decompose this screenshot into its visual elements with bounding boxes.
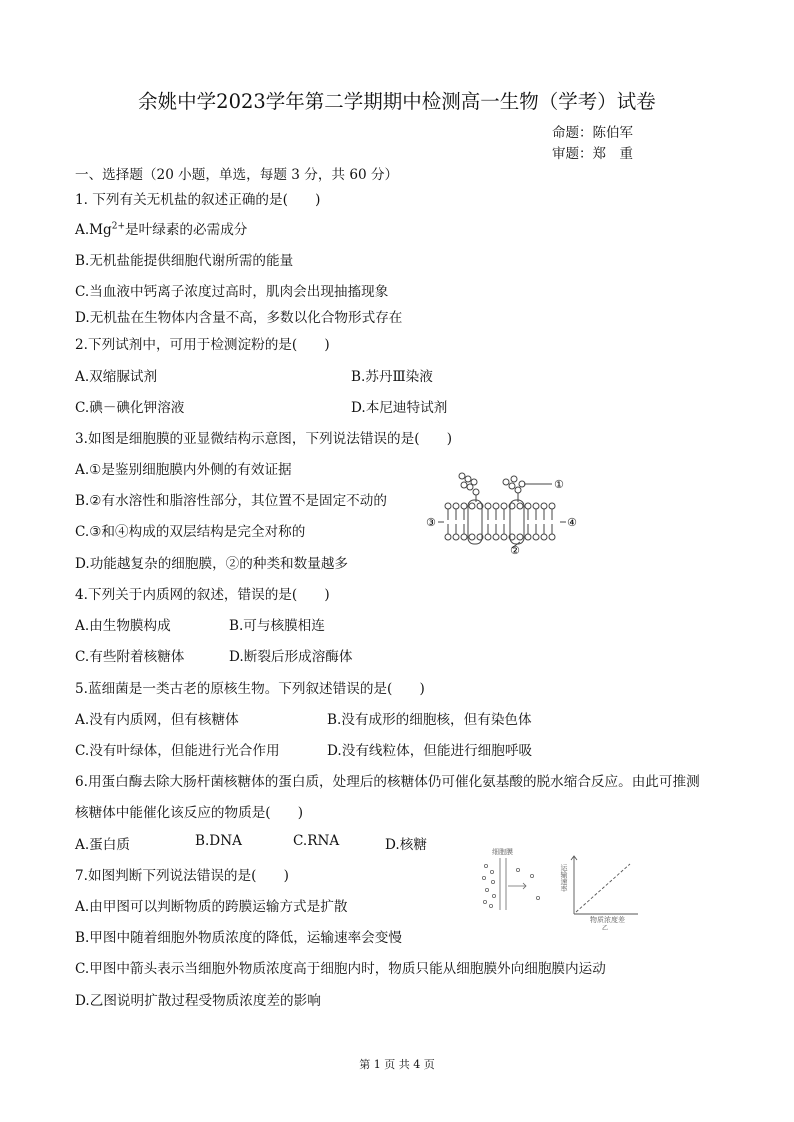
q2-option-b: B.苏丹Ⅲ染液 bbox=[351, 369, 433, 385]
q1-option-c: C.当血液中钙离子浓度过高时，肌肉会出现抽搐现象 bbox=[75, 284, 389, 300]
section-heading: 一、选择题（20 小题，单选，每题 3 分，共 60 分） bbox=[75, 167, 399, 183]
page-footer: 第 1 页 共 4 页 bbox=[359, 1058, 435, 1071]
membrane-label-3: ③ bbox=[426, 516, 436, 529]
q6-option-b: B.DNA bbox=[195, 833, 242, 849]
page-title: 余姚中学2023学年第二学期期中检测高一生物（学考）试卷 bbox=[138, 90, 656, 113]
q5-option-b: B.没有成形的细胞核，但有染色体 bbox=[327, 712, 532, 728]
cell-membrane-diagram bbox=[424, 470, 584, 556]
q1-a-rest: 是叶绿素的必需成分 bbox=[125, 222, 248, 238]
q1-a-prefix: A.Mg bbox=[75, 222, 112, 238]
q7-option-d: D.乙图说明扩散过程受物质浓度差的影响 bbox=[75, 993, 321, 1009]
q3-option-b: B.②有水溶性和脂溶性部分，其位置不是固定不动的 bbox=[75, 493, 387, 509]
membrane-label-4: ④ bbox=[567, 516, 577, 529]
q4-option-a: A.由生物膜构成 bbox=[75, 618, 171, 634]
membrane-label-2: ② bbox=[510, 544, 520, 556]
q4-stem: 4.下列关于内质网的叙述，错误的是( ) bbox=[75, 587, 330, 603]
q3-option-d: D.功能越复杂的细胞膜，②的种类和数量越多 bbox=[75, 556, 349, 572]
q4-option-c: C.有些附着核糖体 bbox=[75, 649, 185, 665]
q7-option-c: C.甲图中箭头表示当细胞外物质浓度高于细胞内时，物质只能从细胞膜外向细胞膜内运动 bbox=[75, 961, 606, 977]
q6-option-a: A.蛋白质 bbox=[75, 837, 130, 853]
q5-option-a: A.没有内质网，但有核糖体 bbox=[75, 712, 239, 728]
q4-option-d: D.断裂后形成溶酶体 bbox=[229, 649, 353, 665]
graph-b-y-label: 运输速率 bbox=[560, 864, 568, 892]
q3-option-c: C.③和④构成的双层结构是完全对称的 bbox=[75, 524, 306, 540]
q1-option-d: D.无机盐在生物体内含量不高，多数以化合物形式存在 bbox=[75, 310, 403, 326]
graph-b-caption: 乙 bbox=[602, 925, 609, 932]
q1-option-b: B.无机盐能提供细胞代谢所需的能量 bbox=[75, 253, 294, 269]
q6-option-c: C.RNA bbox=[293, 833, 340, 849]
q6-option-d: D.核糖 bbox=[385, 837, 427, 853]
membrane-label-1: ① bbox=[554, 478, 564, 491]
q3-stem: 3.如图是细胞膜的亚显微结构示意图，下列说法错误的是( ) bbox=[75, 431, 453, 447]
q7-stem: 7.如图判断下列说法错误的是( ) bbox=[75, 868, 289, 884]
q2-option-a: A.双缩脲试剂 bbox=[75, 369, 158, 385]
reviewer-line: 审题：郑 重 bbox=[552, 146, 633, 162]
q1-option-a bbox=[75, 218, 247, 238]
q2-option-c: C.碘－碘化钾溶液 bbox=[75, 400, 185, 416]
graph-b-x-label: 物质浓度差 bbox=[590, 916, 625, 924]
q7-option-a: A.由甲图可以判断物质的跨膜运输方式是扩散 bbox=[75, 899, 348, 915]
q5-option-d: D.没有线粒体，但能进行细胞呼吸 bbox=[327, 743, 533, 759]
diffusion-diagram-a bbox=[478, 846, 554, 916]
q6-stem-line2: 核糖体中能催化该反应的物质是( ) bbox=[75, 805, 304, 821]
q3-option-a: A.①是鉴别细胞膜内外侧的有效证据 bbox=[75, 462, 292, 478]
q7-option-b: B.甲图中随着细胞外物质浓度的降低，运输速率会变慢 bbox=[75, 930, 402, 946]
diffusion-graph-b bbox=[560, 852, 644, 932]
q5-option-c: C.没有叶绿体，但能进行光合作用 bbox=[75, 743, 280, 759]
q6-stem-line1: 6.用蛋白酶去除大肠杆菌核糖体的蛋白质，处理后的核糖体仍可催化氨基酸的脱水缩合反应。由此可推测 bbox=[75, 774, 700, 790]
q2-option-d: D.本尼迪特试剂 bbox=[351, 400, 448, 416]
author-line: 命题：陈伯军 bbox=[552, 125, 633, 141]
diagram-a-membrane-label: 细胞膜 bbox=[492, 848, 513, 856]
q4-option-b: B.可与核膜相连 bbox=[229, 618, 325, 634]
q1-stem: 1. 下列有关无机盐的叙述正确的是( ) bbox=[75, 192, 321, 208]
q1-a-superscript: 2+ bbox=[111, 221, 126, 232]
q5-stem: 5.蓝细菌是一类古老的原核生物。下列叙述错误的是( ) bbox=[75, 681, 425, 697]
q2-stem: 2.下列试剂中，可用于检测淀粉的是( ) bbox=[75, 337, 330, 353]
